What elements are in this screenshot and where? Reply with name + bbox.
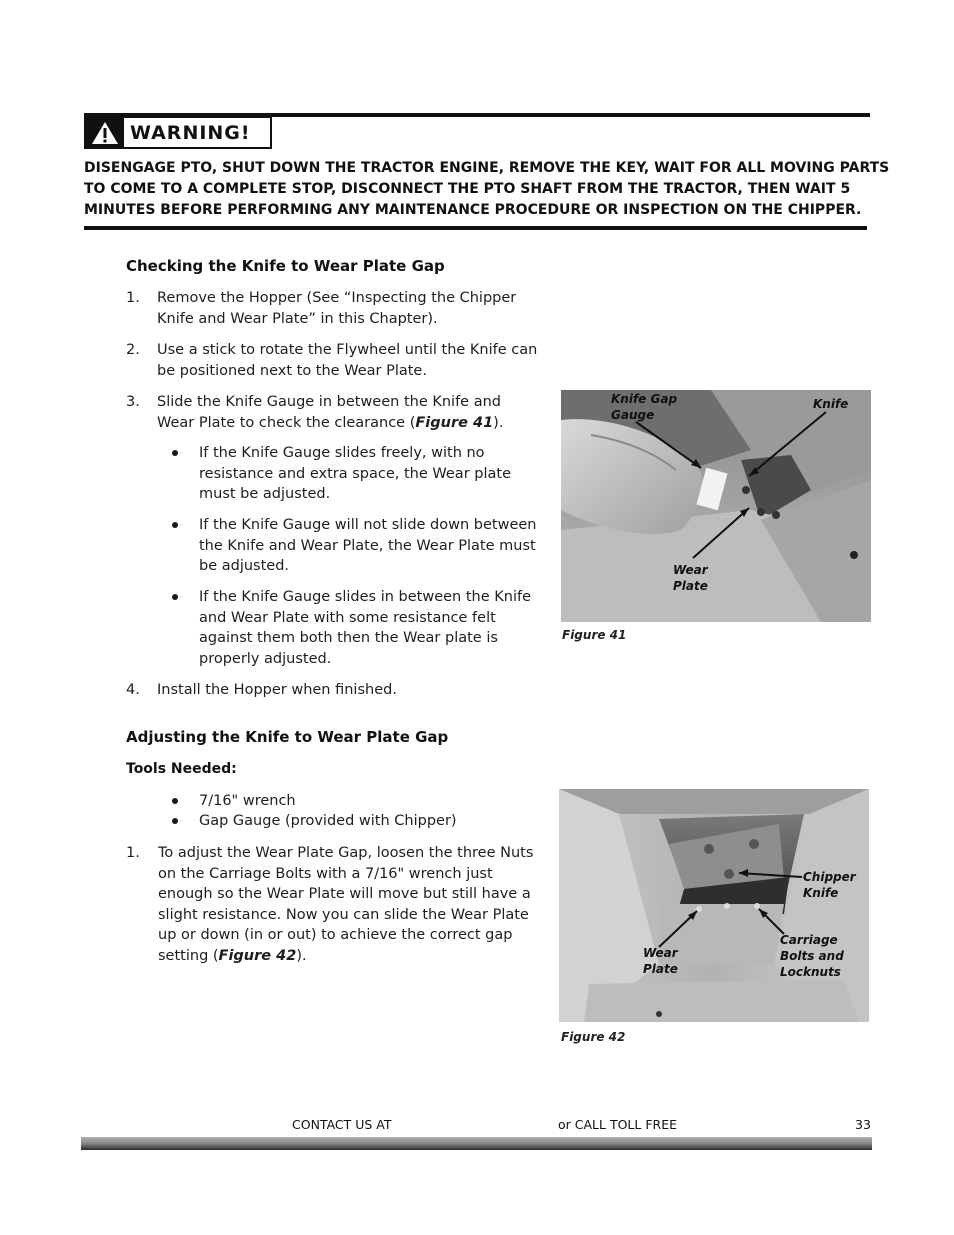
bullet-text: If the Knife Gauge will not slide down between the Knife and Wear Plate, the Wear Plate must be adjusted. <box>199 517 537 574</box>
warning-text: DISENGAGE PTO, SHUT DOWN THE TRACTOR ENGINE, REMOVE THE KEY, WAIT FOR ALL MOVING PARTS TO COME TO A COMPLETE STOP, DISCONNECT THE PTO SHAFT FROM THE TRACTOR, THEN WAIT 5 MINUTES BEFORE PERFORMING ANY MAINTENANCE PROCEDURE OR INSPECTION ON THE CHIPPER. <box>84 160 890 218</box>
warning-badge <box>84 116 272 149</box>
footer-call: or CALL TOLL FREE <box>558 1117 677 1132</box>
step-number: 2. <box>126 342 140 358</box>
tools-needed-label: Tools Needed: <box>126 761 237 777</box>
step-text-part: Slide the Knife Gauge in between the Knife and Wear Plate to check the clearance ( <box>157 394 501 431</box>
figure-41-leader-lines <box>561 390 871 622</box>
figure-42-leader-lines <box>559 789 869 1022</box>
warning-label: WARNING! <box>130 121 251 144</box>
tool-item: Gap Gauge (provided with Chipper) <box>199 813 457 829</box>
step-number: 1. <box>126 845 140 861</box>
step-text: Remove the Hopper (See “Inspecting the Chipper Knife and Wear Plate” in this Chapter). <box>157 290 517 327</box>
step-text <box>158 843 548 966</box>
bullet-dot <box>172 798 178 804</box>
bullet-dot <box>172 818 178 824</box>
step-text-part: To adjust the Wear Plate Gap, loosen the three Nuts on the Carriage Bolts with a 7/16" wrench just enough so the Wear Plate will move but still have a slight resistance. Now you can slide the Wear Plate up or down (in or out) to achieve the correct gap setting ( <box>158 845 534 964</box>
section-heading-adjusting: Adjusting the Knife to Wear Plate Gap <box>126 728 449 746</box>
exclamation-triangle-icon <box>86 118 124 147</box>
callout-knife-gap-gauge: Knife Gap Gauge <box>611 392 678 422</box>
figure-41-caption: Figure 41 <box>562 628 627 642</box>
bullet-dot <box>172 594 178 600</box>
callout-wear-plate: Wear Plate <box>643 946 678 976</box>
step-text-part: ). <box>493 414 504 431</box>
step-number: 4. <box>126 682 140 698</box>
step-text: Install the Hopper when finished. <box>157 682 397 698</box>
footer-contact: CONTACT US AT <box>292 1117 392 1132</box>
callout-carriage-bolts: Carriage Bolts and Locknuts <box>780 933 844 979</box>
callout-wear-plate: Wear Plate <box>673 563 708 593</box>
step-number: 3. <box>126 394 140 410</box>
page-number: 33 <box>855 1117 871 1132</box>
figure-reference: Figure 42 <box>218 947 297 964</box>
figure-42-caption: Figure 42 <box>561 1030 626 1044</box>
bullet-dot <box>172 450 178 456</box>
step-text-part: ). <box>296 947 307 964</box>
step-number: 1. <box>126 290 140 306</box>
footer-bar <box>81 1137 872 1150</box>
bullet-text: If the Knife Gauge slides freely, with no resistance and extra space, the Wear plate must be adjusted. <box>199 445 511 502</box>
section-heading-checking: Checking the Knife to Wear Plate Gap <box>126 257 445 275</box>
tool-item: 7/16" wrench <box>199 793 296 809</box>
bullet-text: If the Knife Gauge slides in between the Knife and Wear Plate with some resistance felt against them both then the Wear plate is properly adjusted. <box>199 589 531 667</box>
figure-reference: Figure 41 <box>415 414 494 431</box>
callout-chipper-knife: Chipper Knife <box>803 870 856 900</box>
step-text: Use a stick to rotate the Flywheel until the Knife can be positioned next to the Wear Plate. <box>157 342 538 379</box>
bullet-dot <box>172 522 178 528</box>
warning-bottom-rule <box>84 226 867 230</box>
callout-knife: Knife <box>813 397 849 411</box>
step-text <box>157 392 542 433</box>
